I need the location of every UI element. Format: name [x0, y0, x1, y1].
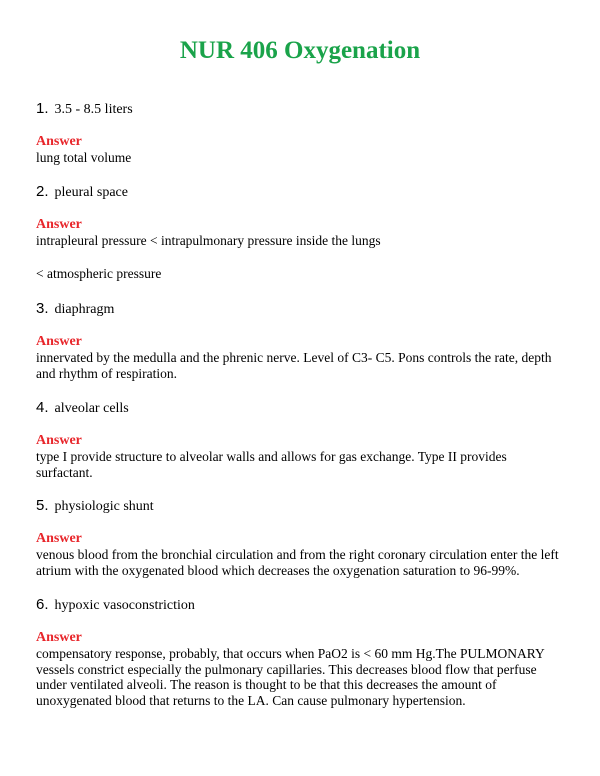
answer-text: lung total volume	[36, 150, 132, 165]
question-text: 3.5 - 8.5 liters	[54, 102, 133, 117]
answer-label: Answer	[36, 630, 82, 645]
question-row	[36, 399, 566, 418]
answer-label: Answer	[36, 334, 82, 349]
question-row	[36, 100, 566, 119]
answer-text: innervated by the medulla and the phrenic nerve. Level of C3- C5. Pons controls the rate, depth and rhythm of respiration.	[36, 350, 552, 381]
question-row	[36, 300, 566, 319]
answer-label: Answer	[36, 134, 82, 149]
qa-item-4	[36, 399, 566, 480]
answer-label: Answer	[36, 531, 82, 546]
question-number: 1.	[36, 100, 49, 117]
question-row	[36, 183, 566, 202]
answer-text: type I provide structure to alveolar walls and allows for gas exchange. Type II provides surfactant.	[36, 449, 507, 480]
question-row	[36, 497, 566, 516]
page-title: NUR 406 Oxygenation	[179, 37, 421, 64]
answer-label: Answer	[36, 433, 82, 448]
answer-text: venous blood from the bronchial circulation and from the right coronary circulation enter the left atrium with the oxygenated blood which decreases the oxygenation saturation to 96-99%.	[36, 547, 559, 578]
qa-item-3	[36, 300, 566, 381]
question-number: 4.	[36, 399, 49, 416]
question-text: physiologic shunt	[54, 499, 154, 514]
question-text: hypoxic vasoconstriction	[54, 598, 195, 613]
answer-label: Answer	[36, 217, 82, 232]
question-row	[36, 596, 566, 615]
answer-text-continued: < atmospheric pressure	[36, 265, 162, 281]
question-number: 6.	[36, 596, 49, 613]
qa-item-6	[36, 596, 566, 708]
qa-item-5	[36, 497, 566, 578]
answer-text: intrapleural pressure < intrapulmonary pressure inside the lungs	[36, 233, 381, 248]
answer-text: compensatory response, probably, that occurs when PaO2 is < 60 mm Hg.The PULMONARY vessels constrict especially the pulmonary capillaries. This decreases blood flow that perfuse under ventilated alveoli. The reason is thought to be that this decreases the amount of unoxygenated blood that returns to the LA. Can cause pulmonary hypertension.	[36, 646, 545, 708]
qa-item-2	[36, 183, 566, 281]
question-text: diaphragm	[54, 302, 115, 317]
question-number: 2.	[36, 183, 49, 200]
question-number: 3.	[36, 300, 49, 317]
question-number: 5.	[36, 497, 49, 514]
question-text: alveolar cells	[54, 401, 129, 416]
question-text: pleural space	[54, 185, 128, 200]
qa-item-1	[36, 100, 566, 166]
